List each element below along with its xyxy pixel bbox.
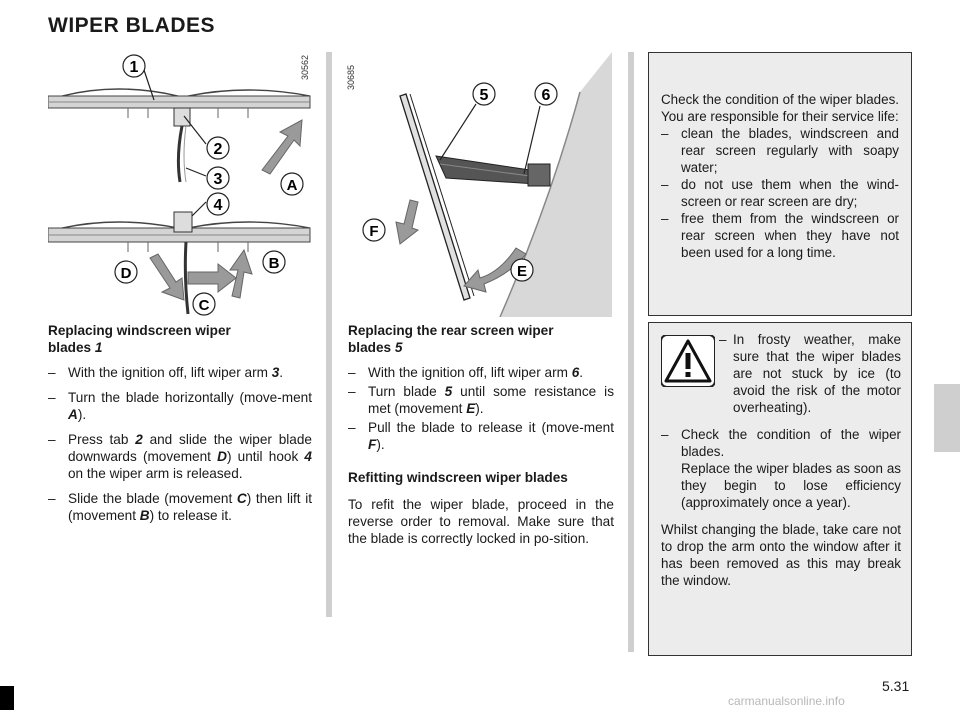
- left-step-1: – With the ignition off, lift wiper arm 3.: [48, 365, 284, 380]
- svg-text:2: 2: [213, 141, 223, 158]
- movement-C: [193, 293, 215, 315]
- svg-text:D: D: [120, 265, 132, 282]
- column-divider-right: [628, 52, 634, 652]
- info-item-1: – clean the blades, windscreen and rear screen regularly with soapy water;: [661, 126, 899, 175]
- svg-text:1: 1: [129, 59, 139, 76]
- warning-closing: Whilst changing the blade, take care not to drop the arm onto the window after it has been removed as this may break the window.: [661, 522, 901, 588]
- svg-text:E: E: [516, 263, 528, 280]
- warning-dash: –: [719, 332, 727, 347]
- figure-windscreen-wiper: [48, 52, 318, 317]
- refit-text: To refit the wiper blade, proceed in the reverse order to removal. Make sure that the blade is correctly locked in po-sition.: [348, 497, 614, 546]
- warning-triangle-icon: [661, 335, 719, 391]
- movement-B: [263, 251, 285, 273]
- svg-text:A: A: [286, 177, 298, 194]
- middle-step-1: – With the ignition off, lift wiper arm 6.: [348, 365, 584, 380]
- svg-text:F: F: [369, 223, 379, 240]
- warning-item-1: In frosty weather, make sure that the wiper blades are not stuck by ice (to avoid the risk of the motor overheating).: [733, 332, 901, 415]
- chapter-side-tab: [934, 384, 960, 452]
- callout-4: [207, 193, 229, 215]
- windscreen-wiper-illustration: [48, 52, 318, 317]
- svg-text:3: 3: [213, 171, 223, 188]
- left-step-2: – Turn the blade horizontally (move-ment A).: [48, 390, 312, 422]
- svg-text:B: B: [268, 255, 280, 272]
- info-item-3: – free them from the windscreen or rear screen when they have not been used for a long time.: [661, 211, 899, 260]
- figure-code: 30685: [346, 64, 356, 90]
- callout-1: [123, 55, 145, 77]
- left-step-3: – Press tab 2 and slide the wiper blade downwards (movement D) until hook 4 on the wiper arm is released.: [48, 432, 312, 481]
- svg-text:5: 5: [479, 87, 489, 104]
- refit-heading: Refitting windscreen wiper blades: [348, 470, 568, 485]
- left-column-text: [48, 322, 312, 524]
- callout-3: [207, 167, 229, 189]
- callout-6: [535, 83, 557, 105]
- callout-5: [473, 83, 495, 105]
- info-item-2: – do not use them when the wind-screen or rear screen are dry;: [661, 177, 899, 209]
- callout-2: [207, 137, 229, 159]
- movement-A: [281, 173, 303, 195]
- movement-F: [363, 219, 385, 241]
- middle-column-text: [348, 322, 614, 547]
- info-box: [648, 52, 912, 316]
- warning-box: [648, 322, 912, 656]
- left-step-4: – Slide the blade (movement C) then lift it (movement B) to release it.: [48, 491, 312, 523]
- svg-text:4: 4: [213, 197, 223, 214]
- svg-text:6: 6: [541, 87, 551, 104]
- rear-wiper-illustration: [340, 52, 612, 317]
- margin-mark: [0, 686, 14, 710]
- middle-heading: Replacing the rear screen wiper blades 5: [348, 323, 554, 355]
- watermark: carmanualsonline.info: [728, 694, 845, 708]
- figure-code: 30562: [300, 54, 310, 80]
- page-number: 5.31: [882, 678, 910, 694]
- figure-rear-wiper: [340, 52, 612, 317]
- column-divider: [326, 52, 332, 617]
- info-intro: Check the condition of the wiper blades. You are responsible for their service life:: [661, 92, 899, 124]
- middle-step-3: – Pull the blade to release it (move-ment F).: [348, 420, 614, 452]
- warning-item-2: – Check the condition of the wiper blades. Replace the wiper blades as soon as they begin to lose efficiency (approximately once a year).: [661, 427, 901, 510]
- middle-step-2: – Turn blade 5 until some resistance is met (movement E).: [348, 384, 615, 416]
- page-title: WIPER BLADES: [48, 14, 216, 37]
- svg-text:C: C: [198, 297, 210, 314]
- movement-D: [115, 261, 137, 283]
- movement-E: [511, 259, 533, 281]
- left-heading: Replacing windscreen wiper blades 1: [48, 323, 231, 355]
